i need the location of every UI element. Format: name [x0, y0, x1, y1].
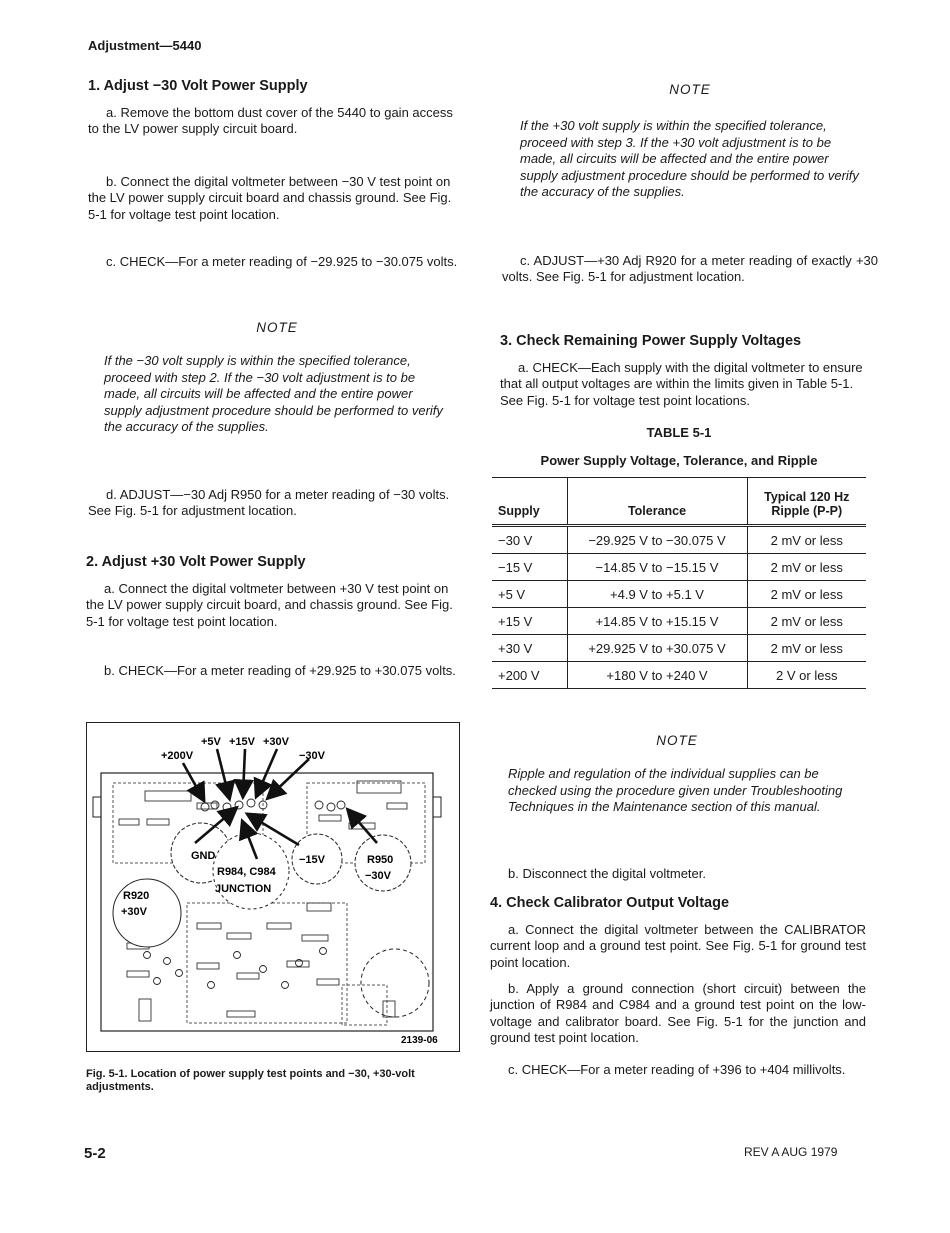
board-tab-left [93, 797, 101, 817]
step-2b: b. CHECK—For a meter reading of +29.925 to +30.075 volts. [104, 663, 456, 678]
label-r950: R950 [367, 854, 394, 866]
cell-supply: +15 V [492, 608, 567, 635]
label-plus5v: +5V [201, 736, 221, 748]
cell-tolerance: +14.85 V to +15.15 V [567, 608, 747, 635]
table-row [492, 662, 866, 689]
cell-supply: +5 V [492, 581, 567, 608]
label-r920: R920 [123, 890, 150, 902]
table-row [492, 635, 866, 662]
cell-tolerance: +4.9 V to +5.1 V [567, 581, 747, 608]
note-1-title: NOTE [256, 320, 298, 335]
table-row [492, 581, 866, 608]
revision-label: REV A AUG 1979 [744, 1145, 838, 1159]
label-r984-c984: R984, C984 [217, 866, 276, 878]
table-subtitle: Power Supply Voltage, Tolerance, and Ripple [540, 453, 818, 468]
note-2-title: NOTE [669, 82, 711, 97]
note-3-text: Ripple and regulation of the individual supplies can be checked using the procedure given under Troubleshooting Techniques in the Maintenance section of this manual. [508, 766, 843, 814]
step-3b: b. Disconnect the digital voltmeter. [508, 866, 706, 881]
note-1-text: If the −30 volt supply is within the specified tolerance, proceed with step 2. If the −30 volt adjustment is to be made, all circuits will be affected and the entire power supply adjustment procedure should be performed to verify the accuracy of the supplies. [104, 353, 443, 434]
cell-tolerance: +29.925 V to +30.075 V [567, 635, 747, 662]
table-header-ripple: Typical 120 Hz Ripple (P-P) [764, 490, 850, 518]
step-3a: a. CHECK—Each supply with the digital voltmeter to ensure that all output voltages are within the limits given in Table 5-1. See Fig. 5-1 for voltage test point locations. [500, 360, 863, 408]
figure-id: 2139-06 [401, 1035, 438, 1046]
table-header-supply: Supply [492, 478, 567, 526]
cell-ripple: 2 mV or less [747, 608, 866, 635]
label-minus15v: −15V [299, 854, 325, 866]
page-number: 5-2 [84, 1145, 106, 1162]
cell-tolerance: −14.85 V to −15.15 V [567, 554, 747, 581]
label-r950-voltage: −30V [365, 870, 391, 882]
label-junction: JUNCTION [215, 883, 272, 895]
figure-5-1 [86, 722, 460, 1052]
cell-tolerance: +180 V to +240 V [567, 662, 747, 689]
board-tab-right [433, 797, 441, 817]
label-plus30v: +30V [263, 736, 289, 748]
step-2a: a. Connect the digital voltmeter between +30 V test point on the LV power supply circuit board, and chassis ground. See Fig. 5-1 for voltage test point location. [86, 581, 453, 629]
page-header: Adjustment—5440 [88, 38, 202, 53]
label-gnd: GND [191, 850, 216, 862]
section-3-heading: 3. Check Remaining Power Supply Voltages [500, 333, 802, 349]
cell-ripple: 2 V or less [747, 662, 866, 689]
note-3-title: NOTE [656, 733, 698, 748]
section-4-heading: 4. Check Calibrator Output Voltage [490, 895, 730, 911]
cell-ripple: 2 mV or less [747, 526, 866, 554]
label-r920-voltage: +30V [121, 906, 147, 918]
step-1c: c. CHECK—For a meter reading of −29.925 to −30.075 volts. [106, 254, 458, 269]
table-header-tolerance: Tolerance [567, 478, 747, 526]
cell-supply: −15 V [492, 554, 567, 581]
callout-circles [113, 823, 429, 1017]
cell-supply: +200 V [492, 662, 567, 689]
step-1d: d. ADJUST—−30 Adj R950 for a meter reading of −30 volts. See Fig. 5-1 for adjustment location. [88, 487, 450, 519]
table-row [492, 608, 866, 635]
label-plus200v: +200V [161, 750, 194, 762]
label-plus15v: +15V [229, 736, 255, 748]
cell-ripple: 2 mV or less [747, 635, 866, 662]
step-4b: b. Apply a ground connection (short circuit) between the junction of R984 and C984 and a ground test point on the low-voltage and calibrator board. See Fig. 5-1 for the junction and ground test point location. [490, 981, 866, 1045]
cell-supply: −30 V [492, 526, 567, 554]
section-1-heading: 1. Adjust −30 Volt Power Supply [88, 78, 308, 94]
step-1b: b. Connect the digital voltmeter between −30 V test point on the LV power supply circuit board and chassis ground. See Fig. 5-1 for voltage test point location. [88, 174, 452, 222]
cell-ripple: 2 mV or less [747, 581, 866, 608]
step-4a: a. Connect the digital voltmeter between the CALIBRATOR current loop and a ground test point. See Fig. 5-1 for ground test point location. [490, 922, 866, 970]
table-title: TABLE 5-1 [646, 425, 712, 440]
circuit-board-diagram [87, 723, 459, 1051]
cell-ripple: 2 mV or less [747, 554, 866, 581]
cell-tolerance: −29.925 V to −30.075 V [567, 526, 747, 554]
cell-supply: +30 V [492, 635, 567, 662]
step-1a: a. Remove the bottom dust cover of the 5440 to gain access to the LV power supply circuit board. [88, 105, 453, 137]
step-4c: c. CHECK—For a meter reading of +396 to +404 millivolts. [508, 1062, 846, 1077]
figure-caption: Fig. 5-1. Location of power supply test points and −30, +30-volt adjustments. [86, 1068, 415, 1093]
note-2-text: If the +30 volt supply is within the specified tolerance, proceed with step 3. If the +30 volt adjustment is to be made, all circuits will be affected and the entire power supply adjustment procedure should be performed to verify the accuracy of the supplies. [520, 118, 859, 199]
region-bottom-right [342, 985, 387, 1025]
power-supply-table [492, 477, 866, 689]
label-minus30v-top: −30V [299, 750, 325, 762]
section-2-heading: 2. Adjust +30 Volt Power Supply [86, 554, 306, 570]
table-row [492, 526, 866, 554]
step-2c: c. ADJUST—+30 Adj R920 for a meter reading of exactly +30 volts. See Fig. 5-1 for adjustment location. [502, 253, 878, 285]
table-row [492, 554, 866, 581]
